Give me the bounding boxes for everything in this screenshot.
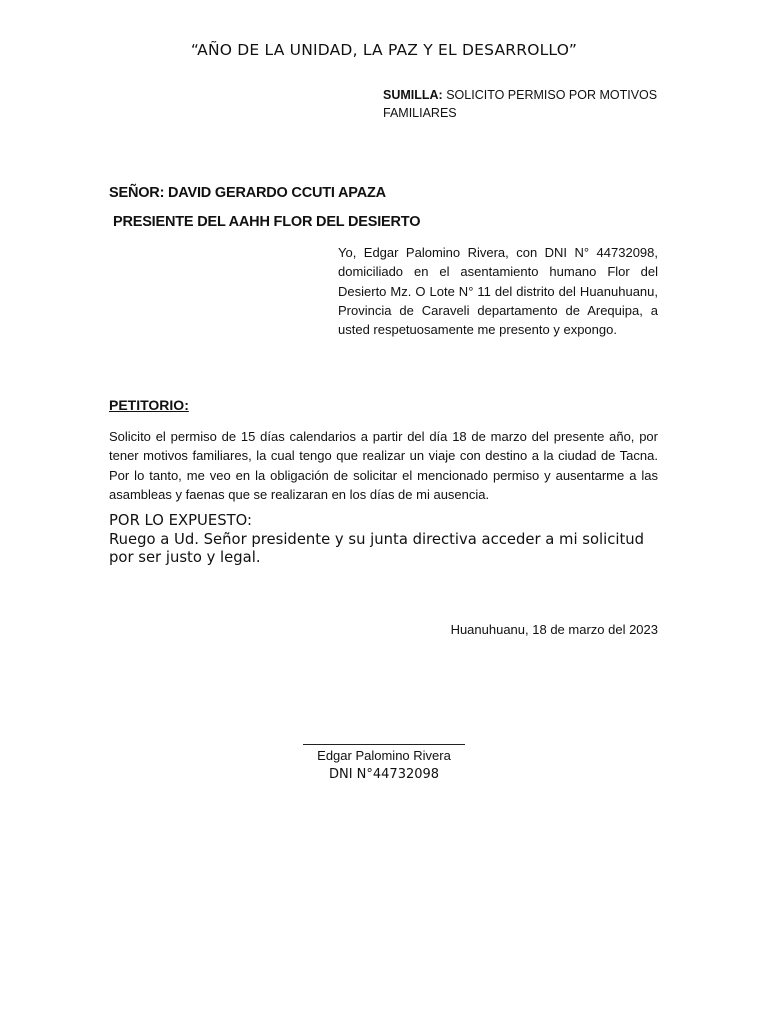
closing-heading: POR LO EXPUESTO: [109, 512, 253, 529]
petitorio-heading: PETITORIO: [109, 397, 189, 413]
sumilla-label: SUMILLA: [383, 88, 443, 102]
sumilla-text: SOLICITO PERMISO POR MOTIVOS FAMILIARES [383, 88, 658, 120]
closing-block [109, 512, 669, 568]
signature-name: Edgar Palomino Rivera [317, 748, 451, 763]
signature-line [303, 744, 465, 745]
year-motto-header: “AÑO DE LA UNIDAD, LA PAZ Y EL DESARROLLO” [190, 41, 578, 59]
place-date: Huanuhuanu, 18 de marzo del 2023 [450, 622, 658, 637]
sumilla-block [383, 86, 673, 122]
intro-paragraph: Yo, Edgar Palomino Rivera, con DNI N° 44732098, domiciliado en el asentamiento humano Flor del Desierto Mz. O Lote N° 11 del distrito del Huanuhuanu, Provincia de Caraveli departamento de Arequipa, a usted respetuosamente me presento y expongo. [338, 245, 658, 338]
recipient-title: PRESIENTE DEL AAHH FLOR DEL DESIERTO [113, 214, 421, 230]
recipient-name: SEÑOR: DAVID GERARDO CCUTI APAZA [109, 185, 386, 201]
closing-body: Ruego a Ud. Señor presidente y su junta directiva acceder a mi solicitud por ser justo y legal. [109, 530, 645, 566]
petitorio-body: Solicito el permiso de 15 días calendarios a partir del día 18 de marzo del presente año, por tener motivos familiares, la cual tengo que realizar un viaje con destino a la ciudad de Tacna. Por lo tanto, me veo en la obligación de solicitar el mencionado permiso y ausentarme a las asambleas y faenas que se realizaran en los días de mi ausencia. [109, 429, 658, 502]
signature-dni: DNI N°44732098 [328, 767, 440, 782]
